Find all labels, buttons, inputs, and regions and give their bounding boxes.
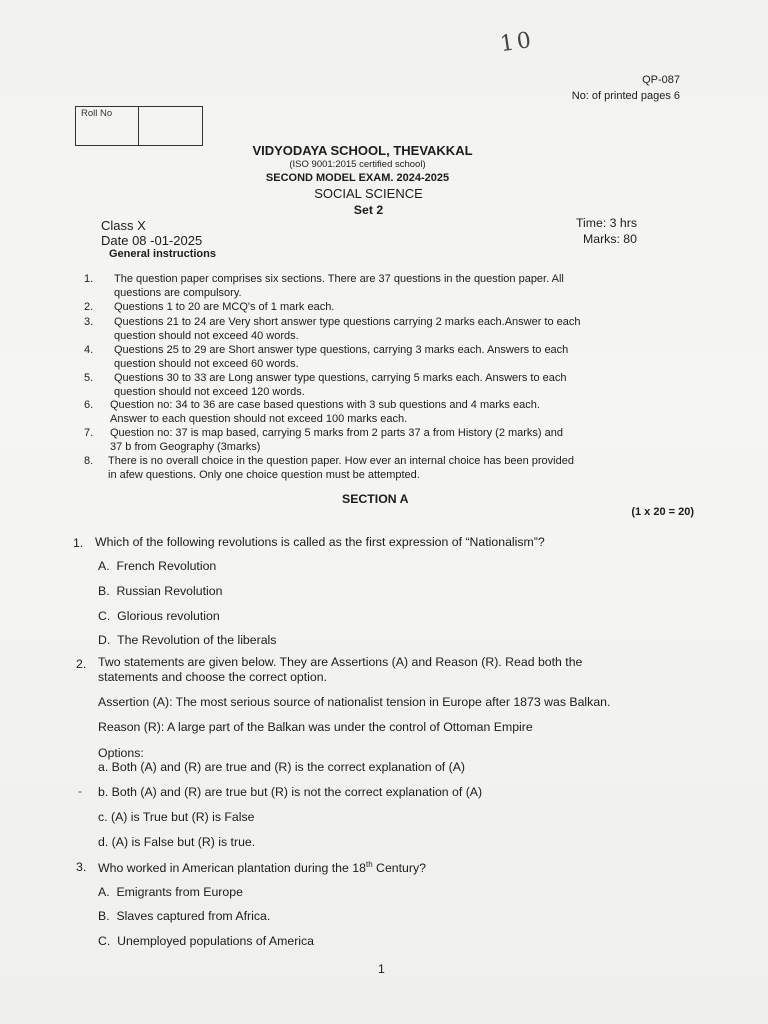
page-number: 1 [378, 962, 385, 976]
question-1-number: 1. [73, 536, 84, 550]
assertion-text: Assertion (A): The most serious source of nationalist tension in Europe after 1873 was Balkan. [98, 695, 611, 709]
option-text: French Revolution [116, 559, 217, 573]
exam-title: SECOND MODEL EXAM. 2024-2025 [265, 172, 450, 184]
q2-option-c: c. (A) is True but (R) is False [98, 810, 255, 824]
instruction-3 [84, 316, 581, 342]
q1-option-d [98, 633, 276, 647]
exam-date: Date 08 -01-2025 [101, 233, 203, 248]
q3-option-c [98, 934, 314, 948]
instruction-text: Questions 1 to 20 are MCQ's of 1 mark each. [114, 301, 335, 313]
instruction-4 [84, 344, 569, 370]
instruction-5 [84, 372, 567, 398]
instruction-7 [84, 427, 564, 453]
instruction-6 [84, 399, 540, 425]
class-label: Class X [101, 218, 146, 233]
option-letter: B. [98, 584, 110, 598]
instruction-text: question should not exceed 60 words. [114, 358, 299, 370]
q3-superscript: th [365, 860, 373, 869]
question-3-text [98, 860, 426, 875]
question-2-number: 2. [76, 657, 87, 671]
roll-no-label: Roll No [81, 108, 113, 119]
instruction-8 [84, 455, 574, 481]
printed-pages: No: of printed pages 6 [571, 90, 680, 102]
option-letter: C. [98, 934, 111, 948]
instruction-text: Answer to each question should not exceed 100 marks each. [110, 413, 408, 425]
pen-mark: - [78, 784, 82, 798]
q2-option-a: a. Both (A) and (R) are true and (R) is the correct explanation of (A) [98, 760, 466, 774]
question-2-line1: Two statements are given below. They are Assertions (A) and Reason (R). Read both the [98, 655, 583, 669]
option-text: The Revolution of the liberals [117, 633, 277, 647]
q1-option-a [98, 559, 216, 573]
instruction-1 [84, 273, 564, 299]
q3-option-b [98, 909, 270, 923]
option-text: Unemployed populations of America [117, 934, 315, 948]
instruction-text: Questions 25 to 29 are Short answer type questions, carrying 3 marks each. Answers to each [114, 344, 569, 356]
question-3-number: 3. [76, 860, 87, 874]
option-letter: A. [98, 559, 110, 573]
instruction-number: 3. [84, 316, 94, 328]
instruction-text: question should not exceed 120 words. [114, 386, 305, 398]
instruction-text: Question no: 34 to 36 are case based questions with 3 sub questions and 4 marks each. [110, 399, 540, 411]
option-text: Russian Revolution [116, 584, 223, 598]
q1-option-b [98, 584, 222, 598]
instruction-text: Questions 30 to 33 are Long answer type questions, carrying 5 marks each. Answers to each [114, 372, 567, 384]
instruction-number: 6. [84, 399, 94, 411]
q3-option-a [98, 885, 243, 899]
instruction-text: There is no overall choice in the question paper. How ever an internal choice has been provided [108, 455, 574, 467]
question-1-text: Which of the following revolutions is called as the first expression of “Nationalism”? [95, 535, 545, 549]
set-label: Set 2 [353, 203, 384, 217]
instruction-number: 7. [84, 427, 94, 439]
option-letter: B. [98, 909, 110, 923]
iso-line: (ISO 9001:2015 certified school) [289, 159, 426, 170]
instruction-number: 4. [84, 344, 94, 356]
option-letter: D. [98, 633, 111, 647]
instruction-text: questions are compulsory. [114, 287, 242, 299]
instruction-text: Questions 21 to 24 are Very short answer type questions carrying 2 marks each.Answer to each [114, 316, 581, 328]
school-name: VIDYODAYA SCHOOL, THEVAKKAL [252, 143, 473, 158]
instruction-text: in afew questions. Only one choice question must be attempted. [108, 469, 420, 481]
options-label: Options: [98, 746, 144, 760]
section-title: SECTION A [342, 492, 409, 506]
section-marks: (1 x 20 = 20) [631, 506, 694, 518]
instruction-number: 2. [84, 301, 94, 313]
q2-option-d: d. (A) is False but (R) is true. [98, 835, 256, 849]
instruction-number: 1. [84, 273, 94, 285]
instruction-number: 8. [84, 455, 94, 467]
option-letter: A. [98, 885, 110, 899]
handwritten-mark: 10 [498, 27, 536, 58]
q3-text-part: Who worked in American plantation during the 18 [98, 861, 366, 876]
instruction-text: 37 b from Geography (3marks) [110, 441, 261, 453]
qp-code: QP-087 [642, 74, 680, 86]
instruction-number: 5. [84, 372, 94, 384]
option-letter: C. [98, 609, 111, 623]
instruction-2 [84, 301, 335, 313]
q2-option-b: b. Both (A) and (R) are true but (R) is not the correct explanation of (A) [98, 785, 483, 799]
option-text: Emigrants from Europe [116, 885, 243, 899]
option-text: Slaves captured from Africa. [116, 909, 271, 923]
marks-label: Marks: 80 [583, 232, 637, 246]
question-2-line2: statements and choose the correct option. [98, 670, 327, 684]
option-text: Glorious revolution [117, 609, 220, 623]
reason-text: Reason (R): A large part of the Balkan was under the control of Ottoman Empire [98, 720, 533, 734]
q3-text-part: Century? [372, 861, 426, 876]
instruction-text: question should not exceed 40 words. [114, 330, 299, 342]
general-instructions-title: General instructions [109, 248, 216, 260]
instruction-text: Question no: 37 is map based, carrying 5 marks from 2 parts 37 a from History (2 marks) and [110, 427, 564, 439]
subject-title: SOCIAL SCIENCE [314, 186, 423, 201]
time-label: Time: 3 hrs [575, 216, 637, 230]
q1-option-c [98, 609, 220, 623]
roll-no-box [75, 106, 203, 146]
roll-no-divider [138, 107, 139, 145]
instruction-text: The question paper comprises six sections. There are 37 questions in the question paper. All [114, 273, 564, 285]
